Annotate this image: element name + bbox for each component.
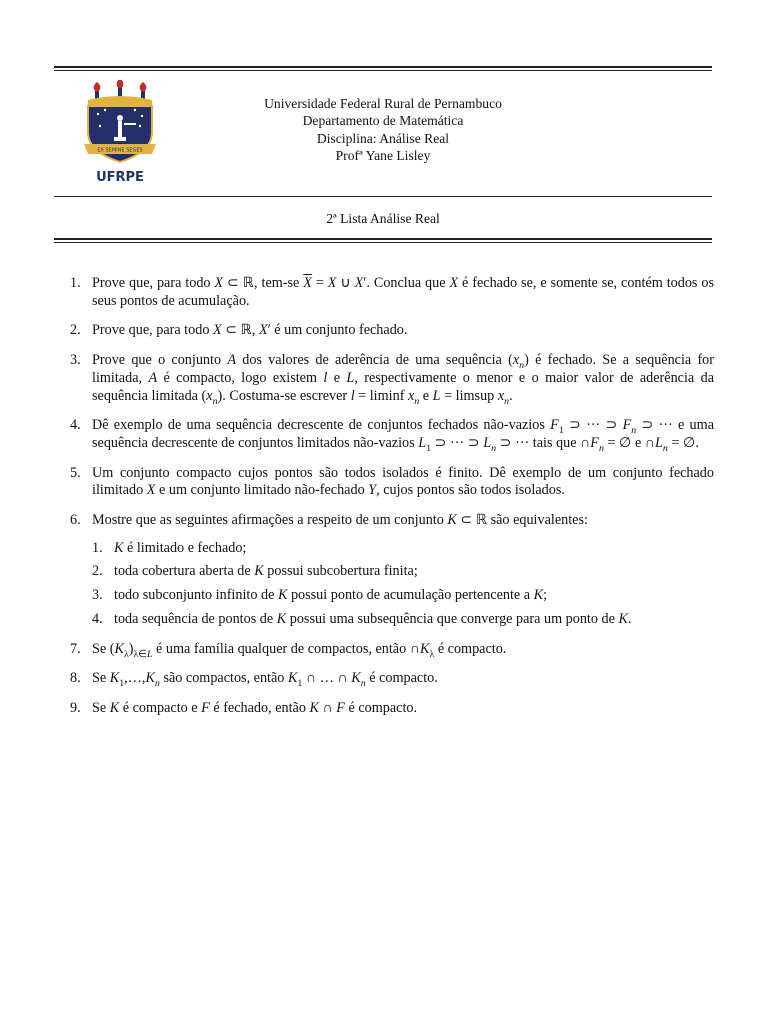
svg-text:EX SEMINE SEGES: EX SEMINE SEGES: [97, 147, 143, 154]
department-name: Departamento de Matemática: [302, 113, 464, 129]
sub-list-item: 2. toda cobertura aberta de K possui subcobertura finita;: [92, 563, 418, 580]
professor-name: Profª Yane Lisley: [335, 148, 431, 164]
list-item: 8. Se $K_1,\dots,K_n$ são compactos, então $K_1$ ∩ … ∩ $K_n$ é compacto.: [70, 670, 438, 690]
top-double-rule: [54, 66, 712, 71]
course-name: Disciplina: Análise Real: [316, 130, 450, 146]
header-block: [180, 95, 586, 165]
list-item: 7. Se $(K_\lambda)_{\lambda\in L}$ é uma família qualquer de compactos, então $\cap K_\lambda$ é compacto.: [70, 640, 507, 660]
sub-list-item: 3. todo subconjunto infinito de K possui ponto de acumulação pertencente a K;: [92, 587, 548, 604]
university-name: Universidade Federal Rural de Pernambuco: [264, 96, 502, 111]
list-item: 2. Prove que, para todo X ⊂ ℝ, X′ é um conjunto fechado.: [70, 322, 408, 339]
list-item: 9. Se K é compacto e F é fechado, então K ∩ F é compacto.: [70, 699, 418, 716]
title-double-rule: [54, 238, 712, 243]
header-rule: [54, 196, 712, 197]
list-item: 4. Dê exemplo de uma sequência decrescente de conjuntos fechados não-vazios $F_1$ ⊃ ··· ⊃ $F_n$ ⊃ ··· e uma sequência decrescente de conjuntos limitados não-vazios $L_1$ ⊃ ··· ⊃ $L_n$ ⊃ ··· tais que $\cap F_n$ = ∅ e $\cap L_n$ = ∅.: [70, 417, 714, 454]
sub-list-item: 1. K é limitado e fechado;: [92, 539, 247, 556]
sub-list-item: 4. toda sequência de pontos de K possui uma subsequência que converge para um ponto de K.: [92, 610, 632, 627]
list-title: 2ª Lista Análise Real: [326, 211, 440, 226]
list-item: 1. Prove que, para todo X ⊂ ℝ, tem-se $\overline{X} = X$ ∪ X′. Conclua que X é fechado se, e somente se, contém todos os seus pontos de acumulação.: [70, 275, 714, 309]
list-item: 6. Mostre que as seguintes afirmações a respeito de um conjunto K ⊂ ℝ são equivalentes: 1. K é limitado e fechado; 2. toda cobertura aberta de K possui subcobertura finita; 3. todo subconjunto infinito de K possui ponto de acumulação pertencente a K; 4. toda sequência de pontos de K possui uma subsequência que converge para um ponto de K.: [64, 512, 714, 629]
svg-text:UFRPE: UFRPE: [96, 170, 144, 185]
ufrpe-logo: [78, 80, 162, 188]
list-item: 5. Um conjunto compacto cujos pontos são todos isolados é finito. Dê exemplo de um conjunto fechado ilimitado X e um conjunto limitado não-fechado Y, cujos pontos são todos isolados.: [70, 464, 714, 499]
list-item: 3. Prove que o conjunto A dos valores de aderência de uma sequência $(x_n)$ é fechado. Se a sequência for limitada, A é compacto, logo existem l e L, respectivamente o menor e o maior valor de aderência da sequência limitada $(x_n)$. Costuma-se escrever l = liminf $x_n$ e L = limsup $x_n$.: [70, 352, 714, 407]
sub-list: [92, 540, 714, 629]
exercise-list: [64, 275, 714, 730]
